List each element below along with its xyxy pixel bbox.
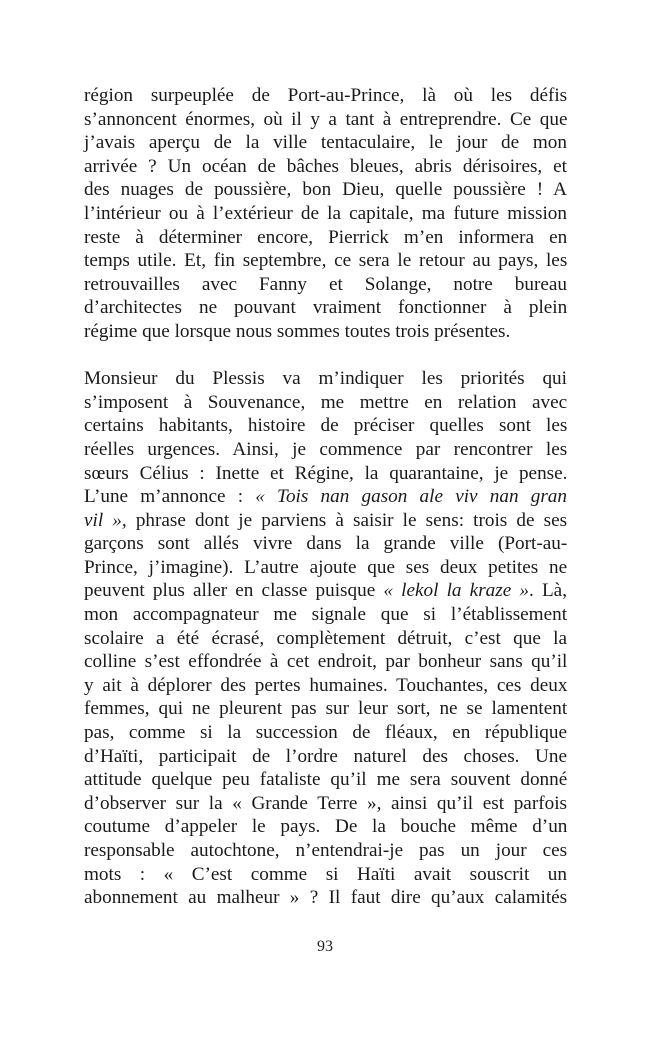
text-line: colline s’est effondrée à cet endroit, par bonheur sans qu’il [84,651,568,673]
text-line: s’annoncent énormes, où il y a tant à entreprendre. Ce que [84,108,568,130]
text-line: région surpeuplée de Port-au-Prince, là où les défis [84,85,568,106]
text-line: arrivée ? Un océan de bâches bleues, abris dérisoires, et [84,155,567,177]
text-line: retrouvailles avec Fanny et Solange, notre bureau [84,273,567,295]
text-line: y ait à déplorer des pertes humaines. Touchantes, ces deux [84,674,568,696]
text-line: reste à déterminer encore, Pierrick m’en informera en [84,226,568,248]
text-line: pas, comme si la succession de fléaux, en république [84,722,567,744]
text-line: certains habitants, histoire de préciser quelles sont les [84,415,568,437]
text-line: Monsieur du Plessis va m’indiquer les priorités qui [84,368,567,390]
paragraph-2 [84,367,567,910]
text-line: Prince, j’imagine). L’autre ajoute que ses deux petites ne [84,556,568,578]
text-line: mots : « C’est comme si Haïti avait souscrit un [84,863,567,885]
text-line: abonnement au malheur » ? Il faut dire qu’aux calamités [84,887,568,909]
text-line: j’avais aperçu de la ville tentaculaire, le jour de mon [84,132,567,154]
text-run: L’une m’annonce : [84,486,256,508]
text-line [84,579,567,603]
paragraph-1 [84,84,567,344]
book-page [84,84,567,910]
text-run: . Là, [529,580,567,602]
page-number: 93 [317,938,333,955]
text-line [84,509,567,533]
text-line: d’Haïti, participait de l’ordre naturel des choses. Une [84,745,567,767]
text-line: sœurs Célius : Inette et Régine, la quarantaine, je pense. [84,462,568,484]
creole-quote: « Tois nan gason ale viv nan gran [255,486,567,508]
text-line: coutume d’appeler le pays. De la bouche même d’un [84,816,568,838]
text-run: phrase dont je parviens à saisir le sens: trois de ses [126,509,568,531]
text-line: temps utile. Et, fin septembre, ce sera le retour au pays, les [84,250,568,272]
text-line: régime que lorsque nous sommes toutes trois présentes. [84,320,511,342]
text-line: attitude quelque peu fataliste qu’il me sera souvent donné [84,769,568,791]
text-line: réelles urgences. Ainsi, je commence par rencontrer les [84,438,568,460]
text-line: mon accompagnateur me signale que si l’établissement [84,604,568,626]
text-line: scolaire a été écrasé, complètement détruit, c’est que la [84,627,567,649]
text-line: responsable autochtone, n’entendrai-je pas un jour ces [84,840,568,861]
text-line: femmes, qui ne pleurent pas sur leur sort, ne se lamentent [84,698,568,720]
text-line: d’architectes ne pouvant vraiment fonctionner à plein [84,297,568,319]
text-line: garçons sont allés vivre dans la grande ville (Port-au- [84,533,568,555]
text-line [84,485,567,509]
text-line: d’observer sur la « Grande Terre », ainsi qu’il est parfois [84,792,567,814]
text-line: s’imposent à Souvenance, me mettre en relation avec [84,391,568,413]
text-line: l’intérieur ou à l’extérieur de la capitale, ma future mission [84,202,567,224]
creole-quote: « lekol la kraze » [383,580,529,602]
text-line: des nuages de poussière, bon Dieu, quelle poussière ! A [84,179,567,201]
creole-quote: vil », [84,509,127,531]
text-run: peuvent plus aller en classe puisque [84,580,384,602]
